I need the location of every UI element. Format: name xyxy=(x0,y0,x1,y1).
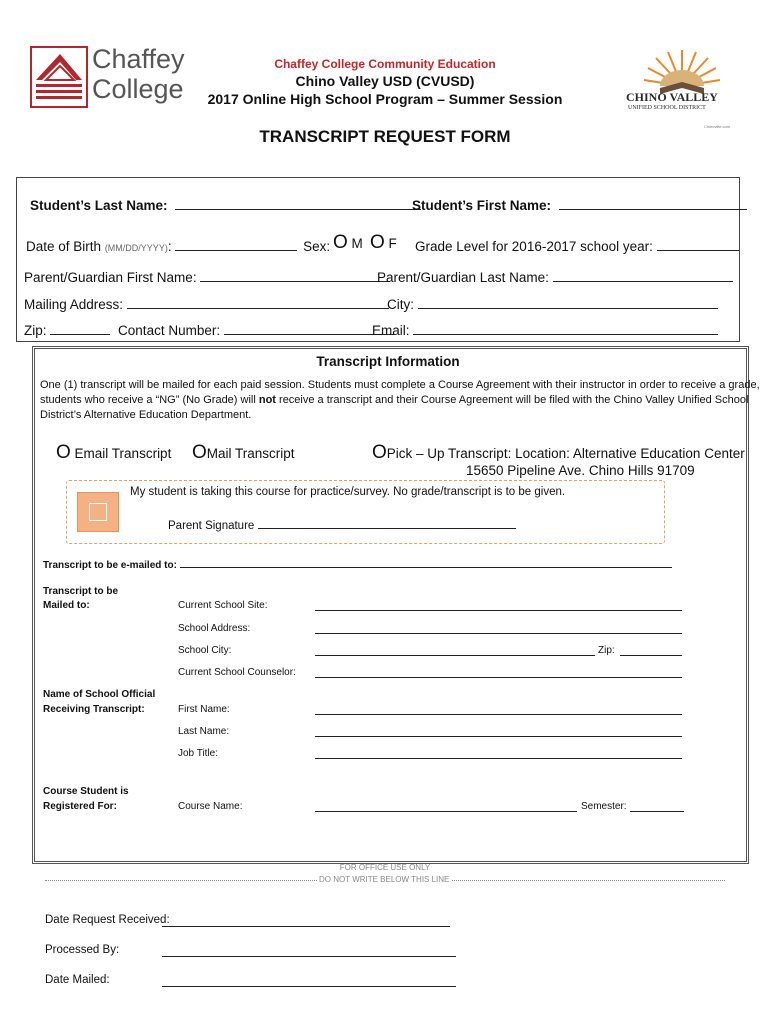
official-job-title-field[interactable] xyxy=(315,746,682,759)
counselor-label: Current School Counselor: xyxy=(178,667,296,678)
org-line: Chaffey College Community Education xyxy=(274,57,496,71)
zip-contact-row xyxy=(24,320,394,338)
parent-first-label: Parent/Guardian First Name: xyxy=(24,270,197,285)
dob-field[interactable] xyxy=(175,236,297,251)
parent-signature-row xyxy=(168,516,516,532)
student-last-name-row xyxy=(30,195,421,213)
school-city-field[interactable] xyxy=(315,643,595,656)
sex-f-label: F xyxy=(388,236,397,251)
chino-logo-small: Chinoville.com xyxy=(704,124,731,129)
zip-label: Zip: xyxy=(24,323,47,338)
date-mailed-field[interactable] xyxy=(162,973,456,987)
para-line-3: District’s Alternative Education Department. xyxy=(40,409,252,421)
city-field[interactable] xyxy=(418,294,718,309)
date-received-label: Date Request Received: xyxy=(45,914,170,926)
current-school-site-label: Current School Site: xyxy=(178,600,268,611)
pickup-address: 15650 Pipeline Ave. Chino Hills 91709 xyxy=(466,463,695,478)
pickup-transcript-option[interactable] xyxy=(372,443,745,462)
email-label: Email: xyxy=(372,323,410,338)
date-mailed-label: Date Mailed: xyxy=(45,974,110,986)
parent-last-field[interactable] xyxy=(553,267,733,282)
chaffey-logo-text-2: College xyxy=(92,74,184,104)
parent-first-field[interactable] xyxy=(200,267,390,282)
email-field[interactable] xyxy=(413,320,718,335)
counselor-field[interactable] xyxy=(315,665,682,678)
transcript-info-paragraph xyxy=(40,378,760,423)
para-line-1: One (1) transcript will be mailed for each paid session. Students must complete a Course Agreement with their instructor in order to receive a grade, xyxy=(40,379,760,391)
current-school-site-field[interactable] xyxy=(315,598,682,611)
dob-label: Date of Birth xyxy=(26,239,102,254)
mailing-row xyxy=(24,294,389,312)
course-name-field[interactable] xyxy=(315,799,577,812)
sex-m-label: M xyxy=(351,236,363,251)
course-label-1: Course Student is xyxy=(43,786,129,797)
emailed-to-row xyxy=(43,556,672,571)
mailing-label: Mailing Address: xyxy=(24,297,124,312)
chino-valley-logo xyxy=(616,28,748,132)
student-last-name-label: Student’s Last Name: xyxy=(30,198,168,213)
dob-row xyxy=(26,236,330,254)
student-first-name-field[interactable] xyxy=(559,195,747,210)
student-first-name-label: Student’s First Name: xyxy=(412,198,552,213)
official-last-name-label: Last Name: xyxy=(178,726,230,737)
processed-by-field[interactable] xyxy=(162,943,456,957)
para-2b: not xyxy=(258,394,276,406)
radio-circle-icon: O xyxy=(56,442,71,463)
city-label: City: xyxy=(387,297,414,312)
student-last-name-field[interactable] xyxy=(175,195,421,210)
practice-note: My student is taking this course for practice/survey. No grade/transcript is to be given. xyxy=(130,486,566,498)
parent-last-label: Parent/Guardian Last Name: xyxy=(377,270,549,285)
official-label-2: Receiving Transcript: xyxy=(43,704,145,715)
email-row xyxy=(372,320,718,338)
contact-field[interactable] xyxy=(224,320,394,335)
chino-logo-subtitle: UNIFIED SCHOOL DISTRICT xyxy=(628,105,706,111)
mailed-to-label-2: Mailed to: xyxy=(43,600,90,611)
contact-label: Contact Number: xyxy=(118,323,221,338)
parent-signature-label: Parent Signature xyxy=(168,520,255,532)
school-city-label: School City: xyxy=(178,645,232,656)
parent-last-row xyxy=(377,267,733,285)
course-label-2: Registered For: xyxy=(43,801,117,812)
office-use-line-1: FOR OFFICE USE ONLY xyxy=(339,863,431,872)
mail-transcript-option[interactable] xyxy=(192,443,295,462)
chino-logo-title: CHINO VALLEY xyxy=(626,90,718,104)
dob-format: (MM/DD/YYYY) xyxy=(104,243,168,253)
student-first-name-row xyxy=(412,195,747,213)
email-transcript-option[interactable] xyxy=(56,443,171,462)
school-zip-label: Zip: xyxy=(598,645,615,656)
office-use-line-2: DO NOT WRITE BELOW THIS LINE xyxy=(319,875,450,884)
official-first-name-field[interactable] xyxy=(315,702,682,715)
practice-checkbox[interactable] xyxy=(77,492,119,532)
mailing-field[interactable] xyxy=(127,294,389,309)
radio-circle-icon: O xyxy=(333,232,348,253)
sex-m-radio[interactable] xyxy=(333,233,363,252)
emailed-to-field[interactable] xyxy=(180,556,672,568)
grade-field[interactable] xyxy=(657,236,739,251)
processed-by-label: Processed By: xyxy=(45,944,120,956)
mailed-to-label-1: Transcript to be xyxy=(43,586,119,597)
school-address-label: School Address: xyxy=(178,623,251,634)
course-name-label: Course Name: xyxy=(178,801,243,812)
school-zip-field[interactable] xyxy=(620,643,682,656)
parent-signature-field[interactable] xyxy=(258,516,516,529)
zip-field[interactable] xyxy=(50,320,110,335)
para-2a: students who receive a “NG” (No Grade) will xyxy=(40,394,259,406)
emailed-to-label: Transcript to be e-mailed to: xyxy=(43,560,177,571)
form-title: TRANSCRIPT REQUEST FORM xyxy=(259,127,511,146)
semester-label: Semester: xyxy=(581,801,627,812)
email-transcript-label: Email Transcript xyxy=(74,446,172,461)
program-line: 2017 Online High School Program – Summer Session xyxy=(207,91,563,107)
sunburst-icon xyxy=(616,28,748,98)
radio-circle-icon: O xyxy=(372,442,387,463)
city-row xyxy=(387,294,718,312)
official-first-name-label: First Name: xyxy=(178,704,230,715)
grade-label: Grade Level for 2016-2017 school year: xyxy=(415,239,653,254)
official-label-1: Name of School Official xyxy=(43,689,156,700)
school-address-field[interactable] xyxy=(315,621,682,634)
sex-f-radio[interactable] xyxy=(370,233,397,252)
radio-circle-icon: O xyxy=(370,232,385,253)
sex-label: Sex: xyxy=(303,239,331,254)
district-line: Chino Valley USD (CVUSD) xyxy=(295,73,475,89)
parent-first-row xyxy=(24,267,390,285)
para-2c: receive a transcript and their Course Agreement will be filed with the Chino Valley Unified School xyxy=(275,394,749,406)
semester-field[interactable] xyxy=(630,799,684,812)
chaffey-logo-text-1: Chaffey xyxy=(92,44,185,74)
radio-circle-icon: O xyxy=(192,442,207,463)
dob-colon: : xyxy=(167,239,172,254)
pickup-transcript-label: Pick – Up Transcript: Location: Alternative Education Center xyxy=(386,446,745,461)
transcript-info-heading: Transcript Information xyxy=(316,354,460,369)
mail-transcript-label: Mail Transcript xyxy=(206,446,295,461)
date-received-field[interactable] xyxy=(162,913,450,927)
official-job-title-label: Job Title: xyxy=(178,748,219,759)
para-line-2 xyxy=(40,393,749,408)
grade-row xyxy=(415,236,739,254)
official-last-name-field[interactable] xyxy=(315,724,682,737)
